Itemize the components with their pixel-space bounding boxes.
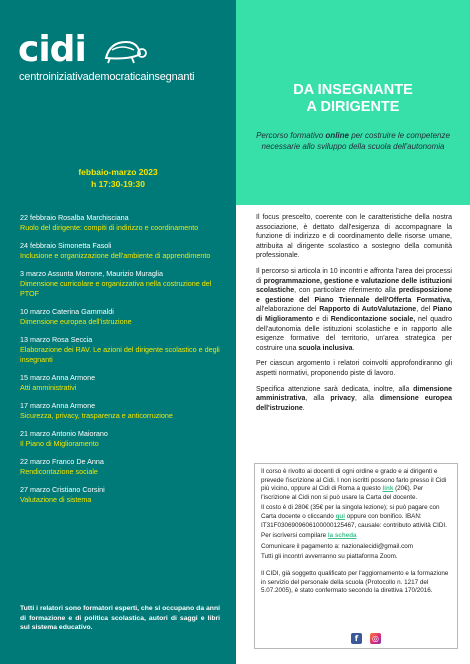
description-paragraph [256,385,452,414]
session-item [20,213,220,233]
hero-panel [236,0,470,205]
session-topic: Ruolo del dirigente: compiti di indirizzo e coordinamento [20,223,199,232]
subtitle-emphasis: online [325,131,349,140]
text-run: nel quadro dell'autonomia delle istituzioni scolastiche e in rapporto alle esigenze formative del territorio, un'area strategica per costruire una [256,315,453,352]
session-list [20,213,220,513]
course-description [256,213,452,419]
text-run: Il costo è di 280€ (35€ per la singola lezione); si può pagare con Carta docente o cliccando [261,504,440,520]
info-paragraph [261,468,451,502]
info-paragraph [261,532,451,541]
session-topic: Inclusione e organizzazione dell'ambiente di apprendimento [20,251,211,260]
schedule-time: h 17:30-19:30 [91,179,145,189]
description-paragraph [256,267,452,353]
session-item [20,373,220,393]
session-topic: Sicurezza, privacy, trasparenza e anticorruzione [20,411,173,420]
content-panel [236,205,470,664]
registration-form-link[interactable]: la scheda [327,532,357,540]
text-run: all'elaborazione del [256,306,320,314]
text-bold: dimensione europea dell'istruzione [256,395,453,412]
info-paragraph: Tutti gli incontri avverranno su piattaforma Zoom. [261,553,398,561]
session-item [20,241,220,261]
session-date-speaker: 24 febbraio Simonetta Fasoli [20,241,112,250]
session-date-speaker: 15 marzo Anna Armone [20,373,96,382]
schedule-period: febbaio-marzo 2023 [78,167,158,177]
text-run: Il percorso si articola in 10 incontri e affronta l'area dei processi di [256,267,452,285]
text-bold: Rapporto di AutoValutazione [319,306,417,314]
text-run: oppure con bonifico. IBAN: IT31F0306909606100000125467, causale: contributo attività CIDI. [261,512,447,529]
cidi-roma-link[interactable]: link [382,485,394,493]
text-run: , con particolare riferimento alla [294,287,399,295]
title-line: A DIRIGENTE [306,99,400,115]
session-topic: Dimensione europea dell'istruzione [20,317,132,326]
text-run: , alla [354,395,380,403]
session-item [20,269,220,299]
session-date-speaker: 27 marzo Cristiano Corsini [20,485,105,494]
turtle-icon [100,36,148,66]
session-date-speaker: 21 marzo Antonio Maiorano [20,429,108,438]
text-run: Specifica attenzione sarà dedicata, inoltre, alla [256,385,414,393]
text-run: e di [312,315,331,323]
session-date-speaker: 22 marzo Franco De Anna [20,457,104,466]
session-item [20,401,220,421]
enrollment-info-box [254,463,458,649]
text-bold: scuola inclusiva [298,344,353,352]
session-date-speaker: 17 marzo Anna Armone [20,401,96,410]
session-topic: Valutazione di sistema [20,495,92,504]
info-paragraph: Comunicare il pagamento a: nazionalecidi@gmail.com [261,542,413,550]
text-run: (20€). Per l'iscrizione al Cidi non si può usare la Carta del docente. [261,485,424,501]
session-topic: Dimensione curricolare e organizzativa nella costruzione del PTOF [20,279,212,298]
payment-link[interactable]: qui [335,512,346,520]
session-item [20,485,220,505]
session-date-speaker: 22 febbraio Rosalba Marchisciana [20,213,129,222]
text-run: . [302,404,305,412]
session-topic: Il Piano di Miglioramento [20,439,99,448]
text-bold: dimensione amministrativa [256,385,452,403]
session-item [20,429,220,449]
text-bold: Piano di Miglioramento [256,306,452,323]
session-topic: Rendicontazione sociale [20,467,98,476]
info-paragraph [261,504,451,530]
session-date-speaker: 3 marzo Assunta Morrone, Maurizio Muraglia [20,269,164,278]
description-paragraph: Il focus prescelto, coerente con le caratteristiche della nostra associazione, è dettato dall'esigenza di accompagnare la funzione di indirizzo e di coordinamento delle risorse umane, attribuita al dirigente scolastico a sostegno della comunità professionale. [256,214,452,260]
schedule-dates [0,166,236,190]
text-run: Il corso è rivolto ai docenti di ogni ordine e grado e ai dirigenti e prevede l'iscrizione al Cidi. I non iscritti possono farlo presso il Cidi più vicino, oppure al Cidi di Roma a questo [261,468,447,493]
subtitle-text: per costruire le competenze necessarie allo sviluppo della scuola dell'autonomia [261,131,450,151]
facebook-icon[interactable]: f [351,633,362,644]
social-links [351,633,381,644]
text-run: , alla [305,395,331,403]
cidi-logo [18,30,218,90]
session-topic: Atti amministrativi [20,383,77,392]
subtitle-text: Percorso formativo [256,131,326,140]
text-run: , del [416,306,433,314]
text-bold: predisposizione e gestione del Piano Triennale dell'Offerta Formativa, [256,287,452,304]
session-date-speaker: 13 marzo Rosa Seccia [20,335,93,344]
page-title [236,82,470,116]
speakers-note: Tutti i relatori sono formatori esperti, che si occupano da anni di formazione e di politica scolastica, autori di saggi e libri sul sistema educativo. [20,605,220,632]
session-item [20,335,220,365]
logo-wordmark: cidi [18,29,86,70]
text-run: Per iscriversi compilare [261,532,328,540]
info-paragraph: Il CIDI, già soggetto qualificato per l'aggiornamento e la formazione in servizio del personale della scuola (Protocollo n. 1217 del 5.07.2005), è stato confermato secondo la direttiva 170/2016. [261,569,449,595]
text-bold: privacy [330,395,355,403]
text-bold: Rendicontazione sociale, [330,315,416,323]
session-topic: Elaborazione dei RAV. Le azioni del dirigente scolastico e degli insegnanti [20,345,220,364]
text-bold: programmazione, gestione e valutazione delle istituzioni scolastiche [256,277,452,295]
instagram-icon[interactable]: ◎ [370,633,381,644]
text-run: . [352,344,355,352]
page-subtitle [236,130,470,152]
logo-tagline: centroiniziativademocraticainsegnanti [19,71,195,83]
session-item [20,307,220,327]
session-item [20,457,220,477]
title-line: DA INSEGNANTE [293,82,413,98]
session-date-speaker: 10 marzo Caterina Gammaldi [20,307,114,316]
description-paragraph: Per ciascun argomento i relatori coinvolti approfondiranno gli aspetti normativi, proponendo piste di lavoro. [256,360,452,377]
